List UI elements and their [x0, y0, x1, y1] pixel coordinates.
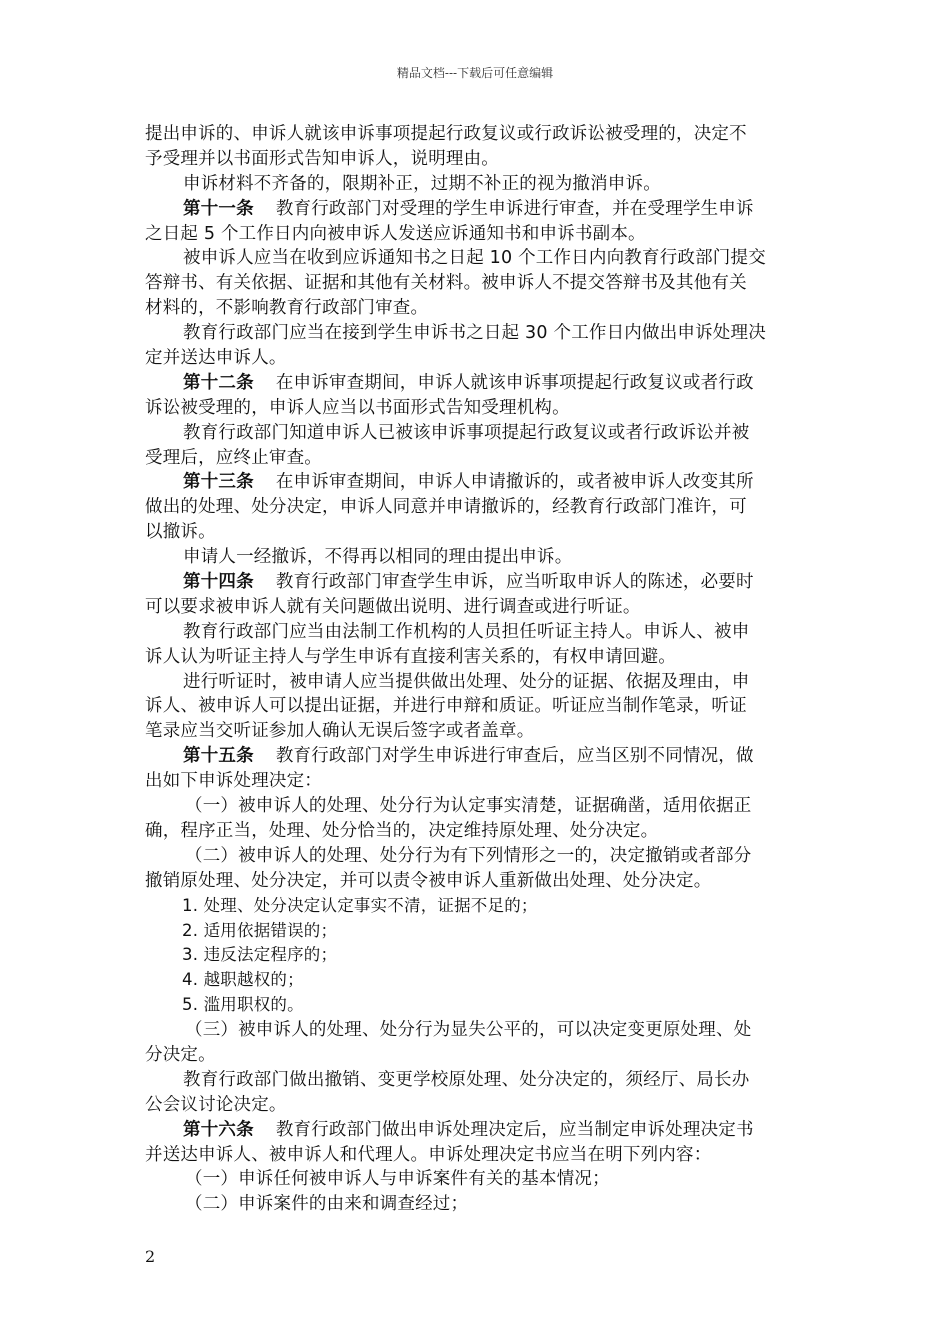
paragraph-line: 材料的，不影响教育行政部门审查。 — [145, 298, 429, 319]
paragraph-line: 诉人、被申诉人可以提出证据，并进行申辩和质证。听证应当制作笔录，听证 — [145, 696, 747, 717]
article-11 — [145, 197, 807, 222]
paragraph-line: 并送达申诉人、被申诉人和代理人。申诉处理决定书应当在明下列内容： — [145, 1144, 712, 1165]
article-13 — [145, 470, 807, 495]
article-14 — [145, 570, 807, 595]
paragraph-line: 申请人一经撤诉，不得再以相同的理由提出申诉。 — [183, 547, 573, 568]
paragraph-line: （二）被申诉人的处理、处分行为有下列情形之一的，决定撤销或者部分 — [185, 845, 752, 866]
article-title: 第十一条 — [183, 198, 254, 219]
page-number: 2 — [145, 1247, 156, 1266]
list-item: 3. 违反法定程序的； — [182, 945, 338, 965]
document-body — [145, 122, 807, 1217]
list-item: 1. 处理、处分决定认定事实不清，证据不足的； — [182, 895, 538, 915]
list-item: 4. 越职越权的； — [182, 970, 304, 990]
paragraph-line: 分决定。 — [145, 1044, 216, 1065]
paragraph-line: （二）申诉案件的由来和调查经过； — [185, 1194, 469, 1215]
paragraph-line: 被申诉人应当在收到应诉通知书之日起 10 个工作日内向教育行政部门提交 — [183, 248, 766, 269]
article-12 — [145, 371, 807, 396]
paragraph-line: 诉人认为听证主持人与学生申诉有直接利害关系的，有权申请回避。 — [145, 646, 676, 667]
paragraph-line: （一）申诉任何被申诉人与申诉案件有关的基本情况； — [185, 1169, 610, 1190]
paragraph-line: 进行听证时，被申请人应当提供做出处理、处分的证据、依据及理由，申 — [183, 671, 750, 692]
article-text: 教育行政部门做出申诉处理决定后，应当制定申诉处理决定书 — [275, 1119, 754, 1140]
paragraph-line: （一）被申诉人的处理、处分行为认定事实清楚，证据确凿，适用依据正 — [185, 796, 752, 817]
paragraph-line: 答辩书、有关依据、证据和其他有关材料。被申诉人不提交答辩书及其他有关 — [145, 273, 747, 294]
article-title: 第十二条 — [183, 372, 254, 393]
paragraph-line: 确，程序正当，处理、处分恰当的，决定维持原处理、处分决定。 — [145, 820, 659, 841]
paragraph-line: 教育行政部门知道申诉人已被该申诉事项提起行政复议或者行政诉讼并被 — [183, 422, 750, 443]
paragraph-line: 教育行政部门应当由法制工作机构的人员担任听证主持人。申诉人、被申 — [183, 621, 750, 642]
article-title: 第十四条 — [183, 572, 254, 593]
article-text: 在申诉审查期间，申诉人申请撤诉的，或者被申诉人改变其所 — [275, 472, 754, 493]
paragraph-line: 笔录应当交听证参加人确认无误后签字或者盖章。 — [145, 721, 535, 742]
article-text: 教育行政部门对学生申诉进行审查后，应当区别不同情况，做 — [275, 746, 754, 767]
paragraph-line: 做出的处理、处分决定，申诉人同意并申请撤诉的，经教育行政部门准许，可 — [145, 497, 747, 518]
paragraph-line: 出如下申诉处理决定： — [145, 771, 322, 792]
article-15 — [145, 744, 807, 769]
paragraph-line: 以撤诉。 — [145, 522, 216, 543]
paragraph-line: 之日起 5 个工作日内向被申诉人发送应诉通知书和申诉书副本。 — [145, 223, 646, 244]
paragraph-line: 教育行政部门做出撤销、变更学校原处理、处分决定的，须经厅、局长办 — [183, 1069, 750, 1090]
paragraph-line: 公会议讨论决定。 — [145, 1094, 287, 1115]
paragraph-line: （三）被申诉人的处理、处分行为显失公平的，可以决定变更原处理、处 — [185, 1020, 752, 1041]
page-header: 精品文档---下载后可任意编辑 — [396, 66, 554, 80]
paragraph-line: 定并送达申诉人。 — [145, 348, 287, 369]
article-16 — [145, 1118, 807, 1143]
paragraph-line: 受理后，应终止审查。 — [145, 447, 322, 468]
article-title: 第十六条 — [183, 1119, 254, 1140]
article-text: 在申诉审查期间，申诉人就该申诉事项提起行政复议或者行政 — [275, 372, 754, 393]
article-text: 教育行政部门审查学生申诉，应当听取申诉人的陈述，必要时 — [275, 572, 754, 593]
paragraph-line: 教育行政部门应当在接到学生申诉书之日起 30 个工作日内做出申诉处理决 — [183, 323, 766, 344]
paragraph-line: 申诉材料不齐备的，限期补正，过期不补正的视为撤消申诉。 — [183, 173, 661, 194]
article-text: 教育行政部门对受理的学生申诉进行审查，并在受理学生申诉 — [275, 198, 754, 219]
list-item: 5. 滥用职权的。 — [182, 995, 304, 1015]
list-item: 2. 适用依据错误的； — [182, 920, 338, 940]
paragraph-line: 撤销原处理、处分决定，并可以责令被申诉人重新做出处理、处分决定。 — [145, 870, 712, 891]
article-title: 第十三条 — [183, 472, 254, 493]
article-title: 第十五条 — [183, 746, 254, 767]
paragraph-line: 诉讼被受理的，申诉人应当以书面形式告知受理机构。 — [145, 397, 570, 418]
paragraph-line: 提出申诉的、申诉人就该申诉事项提起行政复议或行政诉讼被受理的，决定不 — [145, 124, 747, 144]
paragraph-line: 可以要求被申诉人就有关问题做出说明、进行调查或进行听证。 — [145, 596, 641, 617]
paragraph-line: 予受理并以书面形式告知申诉人，说明理由。 — [145, 148, 499, 169]
